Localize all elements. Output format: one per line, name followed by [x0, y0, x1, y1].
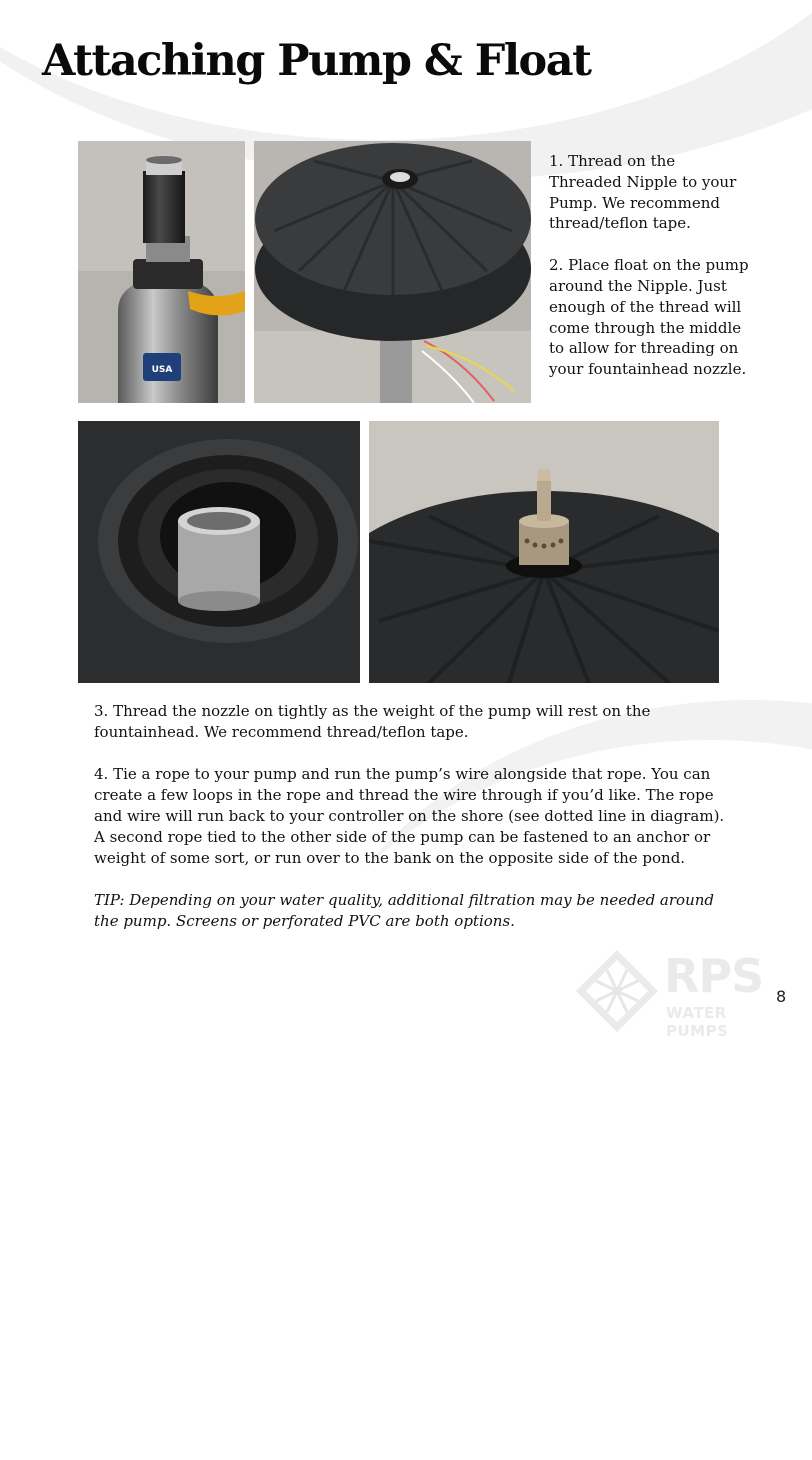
page-number: 8 — [776, 987, 787, 1006]
logo-brand: RPS — [664, 949, 764, 1003]
side-instructions — [549, 151, 749, 401]
page-title: Attaching Pump & Float — [42, 36, 591, 86]
step-3-text: 3. Thread the nozzle on tightly as the weight of the pump will rest on the fountainhead. We recommend thread/teflon tape. — [94, 702, 651, 741]
step-2-text: 2. Place float on the pump around the Nipple. Just enough of the thread will come through the middle to allow for threading on your fountainhead nozzle. — [549, 256, 749, 379]
step-1-text: 1. Thread on the Threaded Nipple to your Pump. We recommend thread/teflon tape. — [549, 152, 737, 233]
body-instructions — [94, 701, 734, 953]
rps-diamond-icon — [574, 948, 660, 1034]
pump-usa-label: USA — [151, 365, 173, 375]
step-4-text: 4. Tie a rope to your pump and run the pump’s wire alongside that rope. You can create a few loops in the rope and thread the wire through if you’d like. The rope and wire will run back to your controller on the shore (see dotted line in diagram). A second rope tied to the other side of the pump can be fastened to an anchor or weight of some sort, or run over to the bank on the opposite side of the pond. — [94, 765, 725, 867]
photo-float-on-pump — [254, 141, 531, 403]
photo-thread-through-float — [78, 421, 360, 683]
logo-tagline: WATER PUMPS — [666, 1004, 729, 1040]
rps-logo-watermark — [574, 948, 787, 1040]
photo-nozzle-on-float — [369, 421, 719, 683]
photo-pump-with-nipple — [78, 141, 245, 403]
tip-text: TIP: Depending on your water quality, additional filtration may be needed around the pump. Screens or perforated PVC are both options. — [94, 891, 715, 930]
